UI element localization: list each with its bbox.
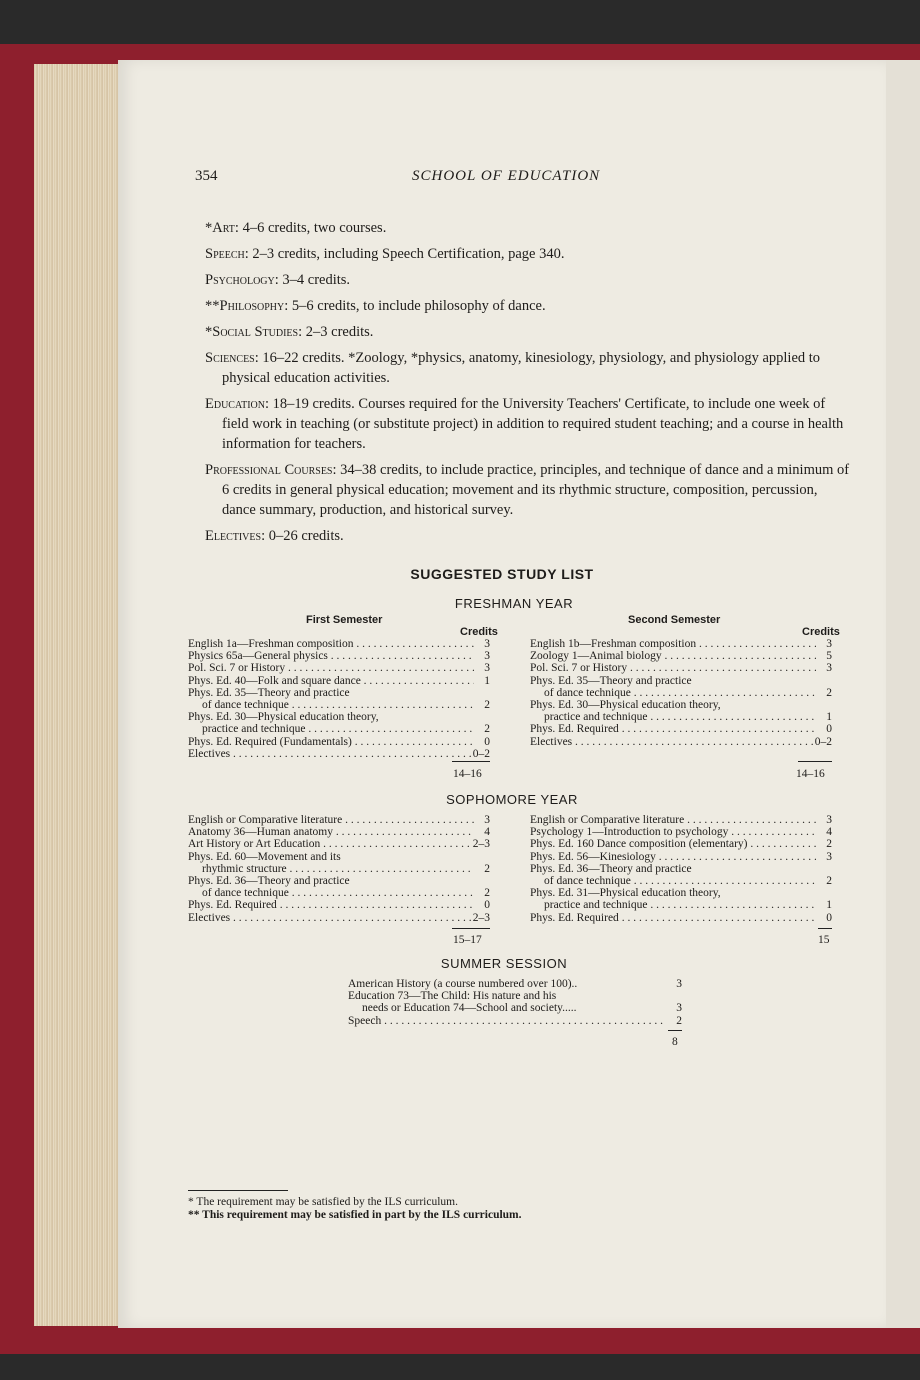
course-row — [530, 736, 832, 748]
course-row — [188, 723, 490, 735]
course-name: practice and technique . . . — [530, 711, 816, 723]
course-row — [530, 638, 832, 650]
course-row — [188, 887, 490, 899]
course-row — [188, 814, 490, 826]
footnotes — [188, 1196, 522, 1222]
course-row — [188, 851, 490, 863]
first-semester-label: First Semester — [306, 614, 383, 626]
freshman-first-semester — [188, 638, 490, 760]
sophomore-second-semester — [530, 814, 832, 924]
requirement-text: 18–19 credits. Courses required for the University Teachers' Certificate, to include one week of field work in teaching (or substitute project) in addition to required student teaching; and a course in health information for teachers. — [222, 396, 844, 452]
requirement-item — [205, 218, 850, 238]
requirement-text: 3–4 credits. — [278, 272, 351, 288]
course-row — [530, 899, 832, 911]
course-row — [188, 748, 490, 760]
requirements-list — [205, 218, 850, 552]
course-credits: 2 — [484, 723, 490, 736]
course-name: Speech . . . — [348, 1015, 666, 1027]
sophomore-first-rule — [452, 928, 490, 929]
sophomore-second-rule — [818, 928, 832, 929]
course-credits: 3 — [484, 650, 490, 663]
course-name: of dance technique . . . — [530, 687, 816, 699]
course-credits — [474, 851, 490, 863]
course-row — [188, 687, 490, 699]
course-credits: 4 — [484, 826, 490, 839]
course-row — [188, 699, 490, 711]
requirement-text: 5–6 credits, to include philosophy of dance. — [288, 298, 546, 314]
course-row — [530, 662, 832, 674]
footnote-1: * The requirement may be satisfied by the ILS curriculum. — [188, 1196, 458, 1208]
freshman-second-rule — [798, 761, 832, 762]
course-name: Phys. Ed. 160 Dance composition (elementary) . . . — [530, 838, 816, 850]
course-row — [530, 675, 832, 687]
course-name: practice and technique . . . — [530, 899, 816, 911]
course-credits — [816, 699, 832, 711]
course-name: of dance technique . . . — [188, 699, 474, 711]
course-name: of dance technique . . . — [530, 875, 816, 887]
course-credits: 4 — [826, 826, 832, 839]
course-row — [188, 675, 490, 687]
course-credits: 2 — [826, 686, 832, 699]
course-credits: 1 — [826, 899, 832, 912]
course-name: Pol. Sci. 7 or History . . . — [530, 662, 816, 674]
requirement-prefix: ** — [205, 298, 220, 314]
course-name: Physics 65a—General physics . . . — [188, 650, 474, 662]
course-credits: 1 — [826, 711, 832, 724]
course-row — [530, 912, 832, 924]
course-credits: 2 — [826, 838, 832, 851]
course-credits: 5 — [826, 650, 832, 663]
course-row — [530, 650, 832, 662]
requirement-item — [205, 460, 850, 520]
course-name: American History (a course numbered over 100).. — [348, 978, 578, 990]
page-number: 354 — [195, 168, 218, 184]
summer-row — [348, 1002, 682, 1014]
course-name: Phys. Ed. 60—Movement and its — [188, 850, 341, 863]
course-credits: 3 — [484, 638, 490, 650]
requirement-label: Social Studies: — [212, 324, 303, 340]
course-row — [530, 851, 832, 863]
course-row — [188, 912, 490, 924]
course-name: Electives . . . — [188, 912, 471, 924]
course-row — [188, 662, 490, 674]
requirement-item — [205, 244, 850, 264]
freshman-second-total: 14–16 — [796, 768, 825, 780]
course-credits: 2 — [826, 875, 832, 888]
course-name: English or Comparative literature . . . — [530, 814, 816, 826]
requirement-prefix: * — [205, 220, 213, 236]
sophomore-first-total: 15–17 — [453, 934, 482, 946]
course-name: Phys. Ed. 36—Theory and practice — [530, 862, 692, 875]
course-credits: 1 — [484, 674, 490, 687]
course-name: Zoology 1—Animal biology . . . — [530, 650, 816, 662]
sophomore-second-total: 15 — [818, 934, 830, 946]
course-row — [530, 814, 832, 826]
course-row — [530, 723, 832, 735]
course-row — [530, 711, 832, 723]
course-credits — [474, 711, 490, 723]
course-row — [530, 875, 832, 887]
summer-rule — [668, 1030, 682, 1031]
course-credits — [816, 887, 832, 899]
requirement-item — [205, 322, 850, 342]
summer-session-list — [348, 978, 682, 1027]
requirement-label: Sciences: — [205, 350, 259, 366]
course-credits: 3 — [676, 978, 682, 990]
requirement-label: Professional Courses: — [205, 462, 337, 478]
course-name: Psychology 1—Introduction to psychology . . . — [530, 826, 816, 838]
requirement-item — [205, 348, 850, 388]
summer-row — [348, 990, 682, 1002]
requirement-label: Speech: — [205, 246, 249, 262]
course-credits — [474, 875, 490, 887]
course-row — [188, 899, 490, 911]
course-credits: 0–2 — [472, 747, 490, 760]
course-name: Pol. Sci. 7 or History . . . — [188, 662, 474, 674]
course-row — [188, 638, 490, 650]
course-credits: 0 — [484, 735, 490, 748]
course-credits: 0 — [484, 899, 490, 912]
course-credits: 0 — [826, 723, 832, 736]
course-credits — [816, 863, 832, 875]
footnote-2: ** This requirement may be satisfied in part by the ILS curriculum. — [188, 1209, 522, 1221]
course-credits: 2 — [484, 699, 490, 712]
summer-row — [348, 978, 682, 990]
course-credits: 2–3 — [472, 911, 490, 924]
course-row — [188, 736, 490, 748]
course-credits: 3 — [484, 662, 490, 675]
course-row — [188, 863, 490, 875]
freshman-first-total: 14–16 — [453, 768, 482, 780]
requirement-label: Electives: — [205, 528, 266, 544]
course-credits: 2 — [676, 1014, 682, 1027]
requirement-item — [205, 270, 850, 290]
requirement-text: 2–3 credits, including Speech Certification, page 340. — [248, 246, 565, 262]
requirement-item — [205, 526, 850, 546]
course-name: English or Comparative literature . . . — [188, 814, 474, 826]
course-row — [530, 687, 832, 699]
second-semester-label: Second Semester — [628, 614, 721, 626]
course-credits: 3 — [484, 814, 490, 826]
requirement-text: 4–6 credits, two courses. — [238, 220, 387, 236]
course-credits: 3 — [826, 850, 832, 863]
course-row — [530, 699, 832, 711]
footnote-rule — [188, 1190, 288, 1191]
course-row — [530, 887, 832, 899]
course-row — [530, 838, 832, 850]
course-row — [188, 711, 490, 723]
course-credits: 0 — [826, 911, 832, 924]
course-credits: 2 — [484, 862, 490, 875]
study-list-title: SUGGESTED STUDY LIST — [410, 566, 594, 582]
course-credits — [474, 687, 490, 699]
requirement-text: 34–38 credits, to include practice, principles, and technique of dance and a minimum of 6 credits in general physical education; movement and its rhythmic structure, composition, percussion, dance summary, production, and historical survey. — [222, 462, 850, 518]
course-credits: 3 — [826, 814, 832, 826]
course-name: Phys. Ed. 31—Physical education theory, — [530, 887, 721, 900]
course-name: Phys. Ed. 56—Kinesiology . . . — [530, 851, 816, 863]
requirement-item — [205, 296, 850, 316]
course-name: Phys. Ed. 35—Theory and practice — [530, 674, 692, 687]
course-name: Phys. Ed. Required . . . — [530, 912, 816, 924]
course-name: Education 73—The Child: His nature and his — [348, 990, 557, 1003]
course-name: Anatomy 36—Human anatomy . . . — [188, 826, 474, 838]
summer-session-title: SUMMER SESSION — [440, 956, 568, 971]
requirement-text: 2–3 credits. — [302, 324, 374, 340]
freshman-first-rule — [452, 761, 490, 762]
course-name: Phys. Ed. 36—Theory and practice — [188, 875, 350, 888]
second-credits-label: Credits — [802, 626, 840, 638]
freshman-second-semester — [530, 638, 832, 748]
course-credits — [816, 675, 832, 687]
course-credits: 2 — [484, 887, 490, 900]
sophomore-year-title: SOPHOMORE YEAR — [446, 792, 578, 807]
summer-row — [348, 1015, 682, 1027]
course-credits: 2–3 — [472, 838, 490, 851]
running-title: SCHOOL OF EDUCATION — [412, 168, 601, 184]
course-row — [188, 650, 490, 662]
course-name: Phys. Ed. Required . . . — [530, 723, 816, 735]
course-name: Phys. Ed. 30—Physical education theory, — [530, 699, 721, 712]
course-row — [530, 826, 832, 838]
requirement-text: 0–26 credits. — [265, 528, 344, 544]
requirement-prefix: * — [205, 324, 213, 340]
course-credits: 3 — [826, 638, 832, 650]
course-credits — [666, 990, 682, 1002]
course-row — [188, 838, 490, 850]
first-credits-label: Credits — [460, 626, 498, 638]
sophomore-first-semester — [188, 814, 490, 924]
course-name: Electives . . . — [530, 736, 813, 748]
course-credits: 3 — [826, 662, 832, 675]
course-row — [188, 826, 490, 838]
course-name: rhythmic structure . . . — [188, 863, 474, 875]
course-name: Phys. Ed. Required . . . — [188, 899, 474, 911]
course-name: Electives . . . — [188, 748, 471, 760]
requirement-text: 16–22 credits. *Zoology, *physics, anatomy, kinesiology, physiology, and physiology applied to physical education activities. — [222, 350, 821, 386]
course-name: Phys. Ed. 35—Theory and practice — [188, 686, 350, 699]
course-credits: 0–2 — [814, 735, 832, 748]
course-row — [188, 875, 490, 887]
course-credits: 3 — [676, 1002, 682, 1015]
summer-total: 8 — [672, 1036, 678, 1048]
course-name: Phys. Ed. Required (Fundamentals) . . . — [188, 736, 474, 748]
course-name: practice and technique . . . — [188, 723, 474, 735]
page-edges — [34, 64, 122, 1326]
course-name: Phys. Ed. 40—Folk and square dance . . . — [188, 675, 474, 687]
facing-page-edge — [886, 60, 920, 1328]
requirement-label: Psychology: — [205, 272, 279, 288]
requirement-label: Art: — [212, 220, 239, 236]
course-name: Art History or Art Education . . . — [188, 838, 471, 850]
course-name: English 1b—Freshman composition . . . — [530, 638, 816, 650]
course-row — [530, 863, 832, 875]
freshman-year-title: FRESHMAN YEAR — [454, 596, 574, 611]
requirement-label: Education: — [205, 396, 269, 412]
course-name: English 1a—Freshman composition . . . — [188, 638, 474, 650]
course-name: of dance technique . . . — [188, 887, 474, 899]
requirement-item — [205, 394, 850, 454]
requirement-label: Philosophy: — [219, 298, 289, 314]
course-name: Phys. Ed. 30—Physical education theory, — [188, 711, 379, 724]
course-name: needs or Education 74—School and society..... — [362, 1002, 577, 1015]
